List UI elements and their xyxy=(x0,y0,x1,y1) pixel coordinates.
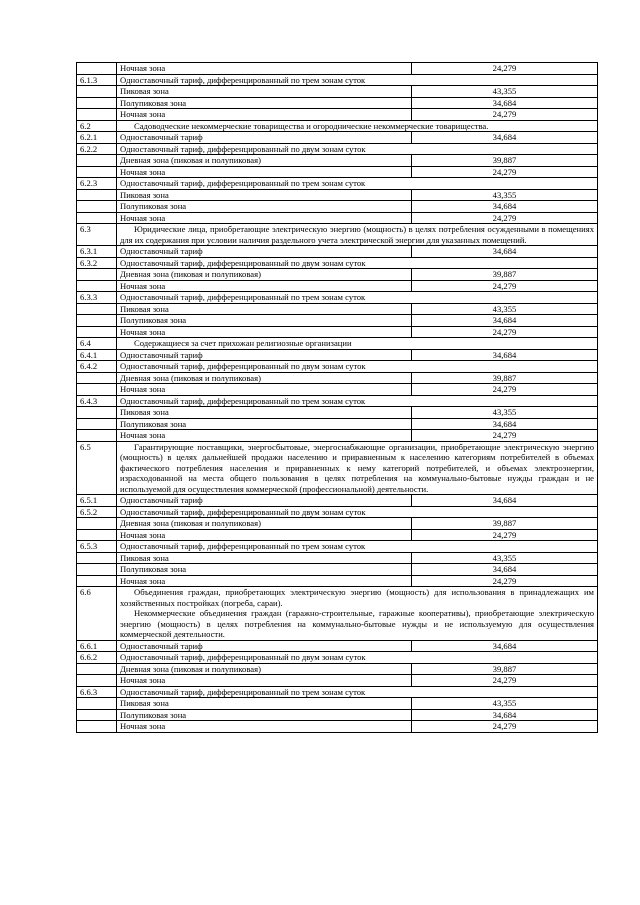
table-row xyxy=(77,292,598,304)
table-row xyxy=(77,564,598,576)
tariff-value: 34,684 xyxy=(412,564,598,576)
row-code: 6.6.3 xyxy=(77,686,117,698)
tariff-value: 43,355 xyxy=(412,407,598,419)
row-code-empty xyxy=(77,86,117,98)
tariff-value: 24,279 xyxy=(412,721,598,733)
row-code-empty xyxy=(77,166,117,178)
category-description xyxy=(117,441,598,495)
zone-label: Ночная зона xyxy=(117,109,412,121)
table-row xyxy=(77,212,598,224)
row-code: 6.2 xyxy=(77,120,117,132)
row-code: 6.5.1 xyxy=(77,495,117,507)
tariff-value: 24,279 xyxy=(412,109,598,121)
table-row xyxy=(77,495,598,507)
row-code-empty xyxy=(77,280,117,292)
row-code: 6.2.1 xyxy=(77,132,117,144)
row-code-empty xyxy=(77,372,117,384)
tariff-value: 34,684 xyxy=(412,315,598,327)
tariff-value: 24,279 xyxy=(412,212,598,224)
zone-label: Ночная зона xyxy=(117,575,412,587)
row-code: 6.3.3 xyxy=(77,292,117,304)
tariff-value: 34,684 xyxy=(412,201,598,213)
table-row xyxy=(77,143,598,155)
tariff-value: 43,355 xyxy=(412,698,598,710)
tariff-type-label: Одноставочный тариф, дифференцированный по трем зонам суток xyxy=(117,541,598,553)
table-row xyxy=(77,418,598,430)
row-code-empty xyxy=(77,269,117,281)
row-code: 6.4 xyxy=(77,338,117,350)
zone-label: Ночная зона xyxy=(117,280,412,292)
zone-label: Дневная зона (пиковая и полупиковая) xyxy=(117,372,412,384)
category-description xyxy=(117,587,598,641)
tariff-table xyxy=(76,62,598,733)
table-row xyxy=(77,224,598,246)
table-row xyxy=(77,109,598,121)
category-paragraph: Гарантирующие поставщики, энергосбытовые, энергоснабжающие организации, приобретающие электрическую энергию (мощность) в целях дальнейшей продажи населению и приравненным к населению категориям потребителей в объемах фактического потребления населения и приравненных к нему категорий потребителей, и объемах электроэнергии, израсходованной на места общего пользования в целях потребления на коммунально-бытовые нужды граждан и не используемой для осуществления коммерческой (профессиональной) деятельности. xyxy=(120,441,594,494)
tariff-value: 24,279 xyxy=(412,675,598,687)
table-row xyxy=(77,189,598,201)
zone-label: Дневная зона (пиковая и полупиковая) xyxy=(117,518,412,530)
table-row xyxy=(77,575,598,587)
zone-label: Дневная зона (пиковая и полупиковая) xyxy=(117,663,412,675)
row-code: 6.6 xyxy=(77,587,117,641)
category-paragraph: Юридические лица, приобретающие электрическую энергию (мощность) в целях потребления осужденными в помещениях для их содержания при условии наличия раздельного учета электрической энергии для указанных помещений. xyxy=(120,224,594,245)
table-row xyxy=(77,166,598,178)
row-code: 6.5 xyxy=(77,441,117,495)
category-description xyxy=(117,120,598,132)
row-code-empty xyxy=(77,575,117,587)
tariff-type-label: Одноставочный тариф, дифференцированный по трем зонам суток xyxy=(117,686,598,698)
tariff-type-label: Одноставочный тариф, дифференцированный по трем зонам суток xyxy=(117,74,598,86)
tariff-value: 24,279 xyxy=(412,384,598,396)
tariff-value: 34,684 xyxy=(412,418,598,430)
row-code-empty xyxy=(77,564,117,576)
tariff-type-label: Одноставочный тариф, дифференцированный по двум зонам суток xyxy=(117,257,598,269)
zone-label: Пиковая зона xyxy=(117,552,412,564)
row-code: 6.4.1 xyxy=(77,349,117,361)
table-row xyxy=(77,280,598,292)
tariff-type-label: Одноставочный тариф xyxy=(117,132,412,144)
table-row xyxy=(77,652,598,664)
tariff-value: 34,684 xyxy=(412,495,598,507)
row-code-empty xyxy=(77,109,117,121)
table-row xyxy=(77,361,598,373)
tariff-value: 34,684 xyxy=(412,709,598,721)
zone-label: Полупиковая зона xyxy=(117,315,412,327)
table-row xyxy=(77,338,598,350)
table-row xyxy=(77,97,598,109)
table-row xyxy=(77,709,598,721)
tariff-type-label: Одноставочный тариф, дифференцированный по трем зонам суток xyxy=(117,292,598,304)
row-code: 6.6.1 xyxy=(77,640,117,652)
row-code: 6.2.2 xyxy=(77,143,117,155)
zone-label: Полупиковая зона xyxy=(117,418,412,430)
tariff-type-label: Одноставочный тариф, дифференцированный по трем зонам суток xyxy=(117,395,598,407)
row-code-empty xyxy=(77,675,117,687)
tariff-type-label: Одноставочный тариф, дифференцированный по двум зонам суток xyxy=(117,652,598,664)
zone-label: Полупиковая зона xyxy=(117,97,412,109)
zone-label: Ночная зона xyxy=(117,529,412,541)
table-row xyxy=(77,269,598,281)
table-row xyxy=(77,686,598,698)
row-code-empty xyxy=(77,303,117,315)
table-row xyxy=(77,721,598,733)
zone-label: Пиковая зона xyxy=(117,303,412,315)
tariff-table-body xyxy=(77,63,598,733)
table-row xyxy=(77,155,598,167)
table-row xyxy=(77,349,598,361)
row-code-empty xyxy=(77,384,117,396)
row-code-empty xyxy=(77,97,117,109)
table-row xyxy=(77,395,598,407)
tariff-value: 24,279 xyxy=(412,430,598,442)
tariff-value: 34,684 xyxy=(412,132,598,144)
tariff-value: 43,355 xyxy=(412,189,598,201)
table-row xyxy=(77,407,598,419)
table-row xyxy=(77,201,598,213)
table-row xyxy=(77,372,598,384)
row-code: 6.3 xyxy=(77,224,117,246)
table-row xyxy=(77,698,598,710)
tariff-value: 24,279 xyxy=(412,326,598,338)
category-paragraph: Некоммерческие объединения граждан (гаражно-строительные, гаражные кооперативы), приобретающие электрическую энергию (мощность) в целях потребления на коммунально-бытовые нужды и не используемую для осуществления коммерческой деятельности. xyxy=(120,608,594,639)
tariff-type-label: Одноставочный тариф, дифференцированный по двум зонам суток xyxy=(117,361,598,373)
table-row xyxy=(77,587,598,641)
table-row xyxy=(77,518,598,530)
table-row xyxy=(77,384,598,396)
table-row xyxy=(77,86,598,98)
tariff-value: 39,887 xyxy=(412,155,598,167)
row-code-empty xyxy=(77,552,117,564)
table-row xyxy=(77,552,598,564)
table-row xyxy=(77,315,598,327)
row-code-empty xyxy=(77,201,117,213)
tariff-value: 43,355 xyxy=(412,303,598,315)
tariff-value: 34,684 xyxy=(412,97,598,109)
row-code-empty xyxy=(77,315,117,327)
table-row xyxy=(77,675,598,687)
tariff-type-label: Одноставочный тариф, дифференцированный по двум зонам суток xyxy=(117,143,598,155)
row-code-empty xyxy=(77,518,117,530)
table-row xyxy=(77,257,598,269)
category-description xyxy=(117,224,598,246)
tariff-type-label: Одноставочный тариф, дифференцированный по двум зонам суток xyxy=(117,506,598,518)
table-row xyxy=(77,132,598,144)
row-code: 6.6.2 xyxy=(77,652,117,664)
category-paragraph: Садоводческие некоммерческие товарищества и огороднические некоммерческие товарищества. xyxy=(134,120,489,131)
row-code-empty xyxy=(77,155,117,167)
row-code-empty xyxy=(77,529,117,541)
tariff-type-label: Одноставочный тариф xyxy=(117,246,412,258)
zone-label: Пиковая зона xyxy=(117,698,412,710)
zone-label: Полупиковая зона xyxy=(117,201,412,213)
row-code: 6.4.2 xyxy=(77,361,117,373)
row-code: 6.4.3 xyxy=(77,395,117,407)
row-code-empty xyxy=(77,407,117,419)
tariff-value: 34,684 xyxy=(412,640,598,652)
row-code-empty xyxy=(77,63,117,75)
table-row xyxy=(77,529,598,541)
table-row xyxy=(77,246,598,258)
zone-label: Ночная зона xyxy=(117,212,412,224)
zone-label: Ночная зона xyxy=(117,675,412,687)
zone-label: Пиковая зона xyxy=(117,407,412,419)
category-paragraph: Объединения граждан, приобретающих электрическую энергию (мощность) для использования в принадлежащих им хозяйственных постройках (погреба, сараи). xyxy=(120,587,594,608)
zone-label: Пиковая зона xyxy=(117,189,412,201)
row-code-empty xyxy=(77,430,117,442)
tariff-value: 24,279 xyxy=(412,529,598,541)
table-row xyxy=(77,441,598,495)
table-row xyxy=(77,430,598,442)
zone-label: Дневная зона (пиковая и полупиковая) xyxy=(117,155,412,167)
tariff-type-label: Одноставочный тариф, дифференцированный по трем зонам суток xyxy=(117,178,598,190)
tariff-value: 24,279 xyxy=(412,63,598,75)
tariff-value: 39,887 xyxy=(412,372,598,384)
table-row xyxy=(77,541,598,553)
row-code: 6.5.3 xyxy=(77,541,117,553)
table-row xyxy=(77,63,598,75)
zone-label: Ночная зона xyxy=(117,721,412,733)
tariff-type-label: Одноставочный тариф xyxy=(117,349,412,361)
tariff-document xyxy=(76,62,597,733)
tariff-type-label: Одноставочный тариф xyxy=(117,495,412,507)
zone-label: Ночная зона xyxy=(117,326,412,338)
table-row xyxy=(77,663,598,675)
tariff-value: 39,887 xyxy=(412,663,598,675)
zone-label: Ночная зона xyxy=(117,63,412,75)
row-code-empty xyxy=(77,418,117,430)
category-paragraph: Содержащиеся за счет прихожан религиозные организации xyxy=(134,338,352,348)
table-row xyxy=(77,326,598,338)
tariff-value: 24,279 xyxy=(412,575,598,587)
row-code: 6.1.3 xyxy=(77,74,117,86)
row-code: 6.2.3 xyxy=(77,178,117,190)
tariff-value: 24,279 xyxy=(412,280,598,292)
row-code-empty xyxy=(77,709,117,721)
tariff-value: 43,355 xyxy=(412,86,598,98)
row-code-empty xyxy=(77,189,117,201)
table-row xyxy=(77,120,598,132)
zone-label: Пиковая зона xyxy=(117,86,412,98)
row-code: 6.3.1 xyxy=(77,246,117,258)
row-code: 6.3.2 xyxy=(77,257,117,269)
row-code: 6.5.2 xyxy=(77,506,117,518)
table-row xyxy=(77,506,598,518)
tariff-value: 24,279 xyxy=(412,166,598,178)
category-description xyxy=(117,338,598,350)
tariff-value: 39,887 xyxy=(412,518,598,530)
zone-label: Полупиковая зона xyxy=(117,564,412,576)
table-row xyxy=(77,303,598,315)
zone-label: Ночная зона xyxy=(117,384,412,396)
tariff-type-label: Одноставочный тариф xyxy=(117,640,412,652)
tariff-value: 39,887 xyxy=(412,269,598,281)
row-code-empty xyxy=(77,326,117,338)
zone-label: Ночная зона xyxy=(117,430,412,442)
tariff-value: 34,684 xyxy=(412,246,598,258)
tariff-value: 34,684 xyxy=(412,349,598,361)
zone-label: Ночная зона xyxy=(117,166,412,178)
zone-label: Полупиковая зона xyxy=(117,709,412,721)
table-row xyxy=(77,640,598,652)
table-row xyxy=(77,178,598,190)
row-code-empty xyxy=(77,698,117,710)
tariff-value: 43,355 xyxy=(412,552,598,564)
row-code-empty xyxy=(77,212,117,224)
table-row xyxy=(77,74,598,86)
row-code-empty xyxy=(77,663,117,675)
zone-label: Дневная зона (пиковая и полупиковая) xyxy=(117,269,412,281)
row-code-empty xyxy=(77,721,117,733)
